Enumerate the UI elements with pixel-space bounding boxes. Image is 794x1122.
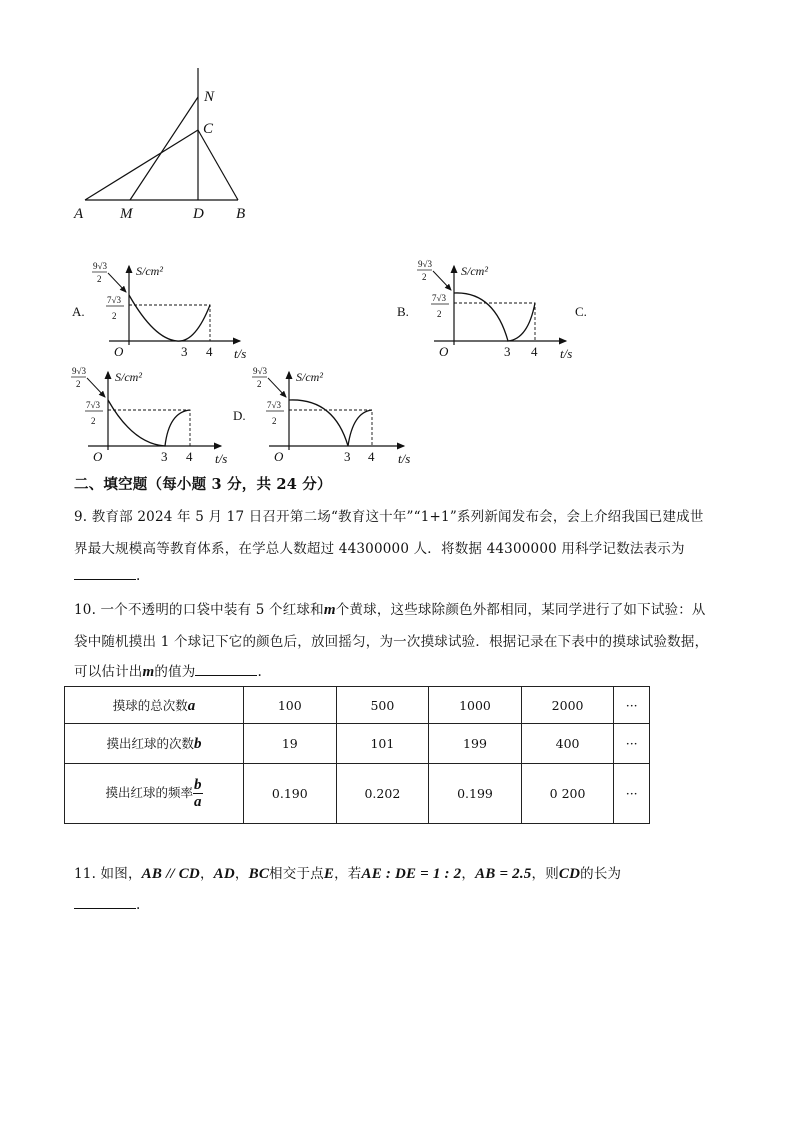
y-top-numerator: 9√3 — [253, 366, 267, 376]
pointer-arrow-icon — [87, 378, 105, 397]
q9-answer — [74, 567, 141, 584]
option-a-label[interactable]: A. — [72, 304, 85, 319]
q11-line1: 11. 如图，AB // CD，AD，BC相交于点E，若AE : DE = 1 : 2，AB = 2.5，则CD的长为 — [74, 866, 622, 882]
data-table — [64, 686, 650, 824]
origin-label: O — [439, 344, 449, 359]
y-axis-label: S/cm² — [296, 370, 323, 384]
table-row — [65, 724, 650, 764]
x-tick-3: 3 — [504, 344, 511, 359]
y-mid-numerator: 7√3 — [267, 400, 281, 410]
table-cell: ··· — [614, 687, 650, 724]
pointer-arrow-icon — [108, 273, 126, 292]
label-c: C — [203, 121, 214, 137]
q9-answer-blank[interactable] — [74, 567, 136, 580]
period: . — [136, 568, 141, 584]
period: . — [257, 664, 262, 680]
q9-line1: 9. 教育部 2024 年 5 月 17 日召开第二场“教育这十年”“1+1”系列新闻发布会，会上介绍我国已建成世 — [74, 509, 704, 525]
origin-label: O — [93, 449, 103, 464]
y-mid-numerator: 7√3 — [432, 293, 446, 303]
q10-answer-blank[interactable] — [195, 663, 257, 676]
x-tick-3: 3 — [344, 449, 351, 464]
y-top-numerator: 9√3 — [72, 366, 86, 376]
origin-label: O — [114, 344, 124, 359]
x-tick-4: 4 — [531, 344, 538, 359]
table-cell: 0 200 — [521, 764, 614, 824]
var-m: m — [142, 664, 155, 680]
x-tick-4: 4 — [206, 344, 213, 359]
area-curve — [108, 400, 190, 446]
q10-line1 — [74, 598, 706, 619]
x-tick-4: 4 — [186, 449, 193, 464]
table-row — [65, 687, 650, 724]
origin-label: O — [274, 449, 284, 464]
row-header: 摸球的总次数a — [65, 687, 244, 724]
q11-answer-blank[interactable] — [74, 896, 136, 909]
q10-line3 — [74, 660, 262, 681]
area-curve — [289, 400, 372, 446]
y-mid-numerator: 7√3 — [107, 295, 121, 305]
y-mid-numerator: 7√3 — [86, 400, 100, 410]
q10-line2: 袋中随机摸出 1 个球记下它的颜色后，放回摇匀，为一次摸球试验．根据记录在下表中的摸球试验数据， — [74, 634, 709, 650]
x-tick-3: 3 — [181, 344, 188, 359]
table-cell: 0.190 — [244, 764, 337, 824]
figures — [0, 0, 794, 470]
table-cell: 19 — [244, 724, 337, 764]
x-axis-label: t/s — [398, 451, 411, 466]
option-b-label[interactable]: B. — [397, 304, 409, 319]
q10-text: 的值为 — [154, 664, 196, 680]
label-m: M — [120, 206, 133, 222]
area-curve — [129, 295, 210, 341]
y-mid-denominator: 2 — [112, 311, 117, 321]
pointer-arrow-icon — [268, 378, 286, 397]
q10-text: 10. 一个不透明的口袋中装有 5 个红球和 — [74, 602, 324, 618]
table-cell: 0.199 — [429, 764, 522, 824]
graph-option-d — [252, 366, 410, 466]
y-top-denominator: 2 — [257, 379, 262, 389]
table-cell: ··· — [614, 764, 650, 824]
y-top-numerator: 9√3 — [93, 261, 107, 271]
graph-option-a — [92, 261, 246, 361]
y-axis-label: S/cm² — [115, 370, 142, 384]
x-axis-label: t/s — [234, 346, 247, 361]
y-top-numerator: 9√3 — [418, 259, 432, 269]
label-n: N — [204, 89, 215, 105]
y-mid-denominator: 2 — [437, 309, 442, 319]
label-b: B — [236, 206, 246, 222]
q10-text: 个黄球，这些球除颜色外都相同，某同学进行了如下试验：从 — [335, 602, 706, 618]
y-top-denominator: 2 — [422, 272, 427, 282]
graph-option-b — [417, 259, 572, 361]
y-axis-label: S/cm² — [461, 264, 488, 278]
dashed-guide — [454, 303, 535, 341]
y-mid-denominator: 2 — [91, 416, 96, 426]
y-top-denominator: 2 — [76, 379, 81, 389]
var-m: m — [323, 602, 336, 618]
x-axis-label: t/s — [560, 346, 573, 361]
table-cell: 500 — [336, 687, 429, 724]
table-cell: 2000 — [521, 687, 614, 724]
option-d-label[interactable]: D. — [233, 408, 246, 423]
label-d: D — [193, 206, 204, 222]
dashed-guide — [129, 305, 210, 341]
y-mid-denominator: 2 — [272, 416, 277, 426]
table-cell: 1000 — [429, 687, 522, 724]
graph-option-c — [71, 366, 227, 466]
table-cell: 101 — [336, 724, 429, 764]
table-cell: 0.202 — [336, 764, 429, 824]
table-cell: ··· — [614, 724, 650, 764]
fraction-b-over-a: $\frac{b}{a}$ — [194, 777, 202, 810]
geometry-figure — [85, 68, 238, 200]
row-header: 摸出红球的频率 $\frac{b}{a}$ — [65, 764, 244, 824]
table-row — [65, 764, 650, 824]
q11-answer: . — [74, 896, 141, 913]
x-tick-4: 4 — [368, 449, 375, 464]
x-tick-3: 3 — [161, 449, 168, 464]
pointer-arrow-icon — [433, 271, 451, 290]
table-cell: 199 — [429, 724, 522, 764]
row-header: 摸出红球的次数b — [65, 724, 244, 764]
x-axis-label: t/s — [215, 451, 228, 466]
section-heading: 二、填空题（每小题 3 分，共 24 分） — [74, 476, 332, 493]
q10-text: 可以估计出 — [74, 664, 143, 680]
area-curve — [454, 293, 535, 341]
table-cell: 400 — [521, 724, 614, 764]
label-a: A — [74, 206, 84, 222]
option-c-label[interactable]: C. — [575, 304, 587, 319]
table-cell: 100 — [244, 687, 337, 724]
y-axis-label: S/cm² — [136, 264, 163, 278]
y-top-denominator: 2 — [97, 274, 102, 284]
q9-line2: 界最大规模高等教育体系，在学总人数超过 44300000 人．将数据 44300000 用科学记数法表示为 — [74, 541, 685, 557]
